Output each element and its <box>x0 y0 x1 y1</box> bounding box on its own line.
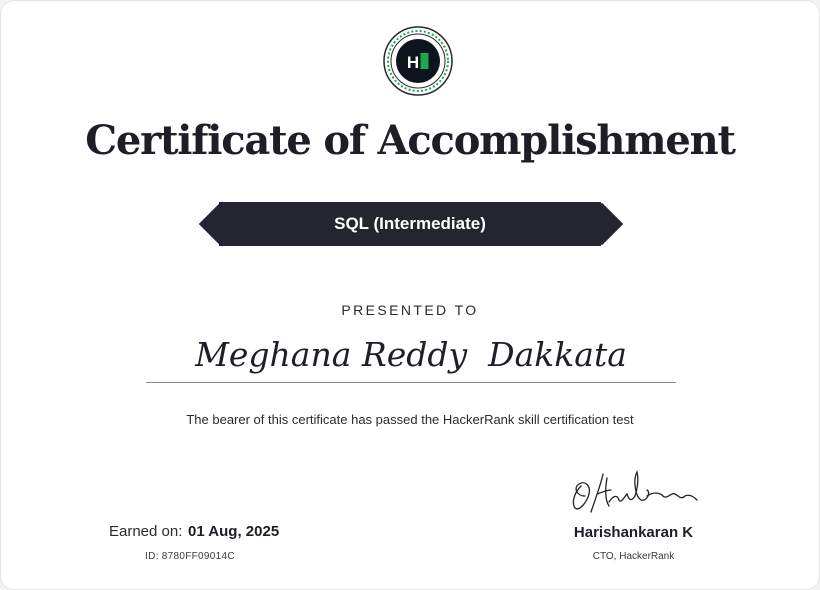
signer-name: Harishankaran K <box>573 524 694 541</box>
recipient-name: Meghana Reddy Dakkata <box>195 335 627 374</box>
name-underline <box>146 382 676 383</box>
certificate-title: Certificate of Accomplishment <box>85 117 735 164</box>
hackerrank-badge-icon <box>383 26 453 96</box>
signer-title: CTO, HackerRank <box>592 551 675 562</box>
skill-ribbon <box>219 202 601 246</box>
signature-image <box>567 466 701 518</box>
certificate-id: ID: 8780FF09014C <box>145 551 235 562</box>
earned-date: 01 Aug, 2025 <box>188 523 280 540</box>
bearer-statement: The bearer of this certificate has passed the HackerRank skill certification test <box>186 412 634 427</box>
presented-to-label: PRESENTED TO <box>341 302 479 318</box>
earned-on-label: Earned on: <box>109 523 183 540</box>
skill-name: SQL (Intermediate) <box>334 214 486 233</box>
logo-letter: H <box>406 53 420 72</box>
